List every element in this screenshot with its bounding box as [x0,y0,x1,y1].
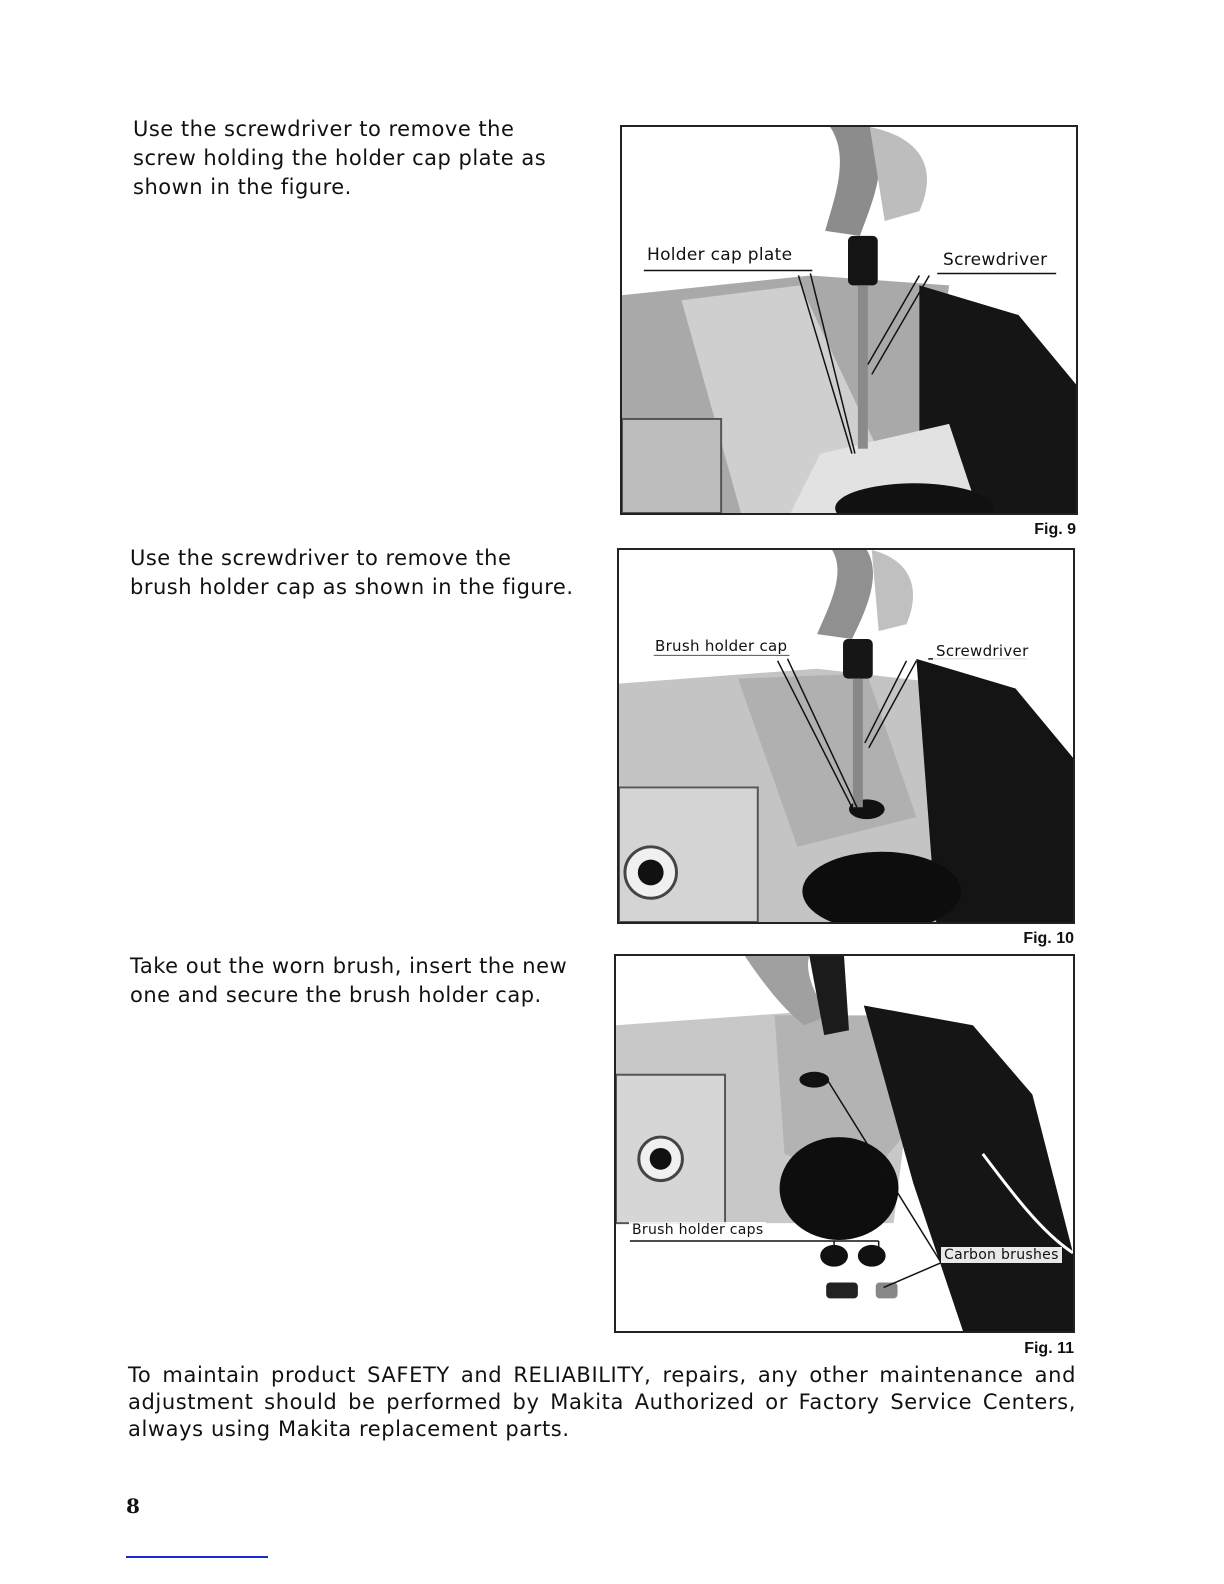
page-number: 8 [126,1494,140,1518]
bottom-divider [126,1556,268,1558]
instruction-fig9: Use the screwdriver to remove the screw holding the holder cap plate as shown in the figure. [133,117,547,199]
fig10-label: Fig. 10 [1023,930,1074,947]
instruction-fig10: Use the screwdriver to remove the brush holder cap as shown in the figure. [130,546,574,599]
fig9-label: Fig. 9 [1034,521,1076,538]
figure-9-illustration [622,127,1076,513]
figure-10-illustration [619,550,1073,922]
callout-carbon-brushes: Carbon brushes [941,1247,1062,1263]
figure-10-photo [617,548,1075,924]
safety-note: To maintain product SAFETY and RELIABILITY, repairs, any other maintenance and adjustment should be performed by Makita Authorized or Factory Service Centers, always using Makita replacement parts. [128,1363,1076,1441]
figure-11-photo [614,954,1075,1333]
callout-holder-cap-plate: Holder cap plate [644,245,795,265]
callout-brush-holder-cap: Brush holder cap [652,637,790,655]
instruction-fig11: Take out the worn brush, insert the new one and secure the brush holder cap. [130,954,568,1007]
figure-9-photo [620,125,1078,515]
callout-screwdriver-fig10: Screwdriver [933,642,1032,660]
callout-brush-holder-caps: Brush holder caps [629,1222,766,1238]
figure-11-illustration [616,956,1073,1331]
callout-screwdriver-fig9: Screwdriver [940,250,1050,270]
fig11-label: Fig. 11 [1024,1340,1074,1357]
